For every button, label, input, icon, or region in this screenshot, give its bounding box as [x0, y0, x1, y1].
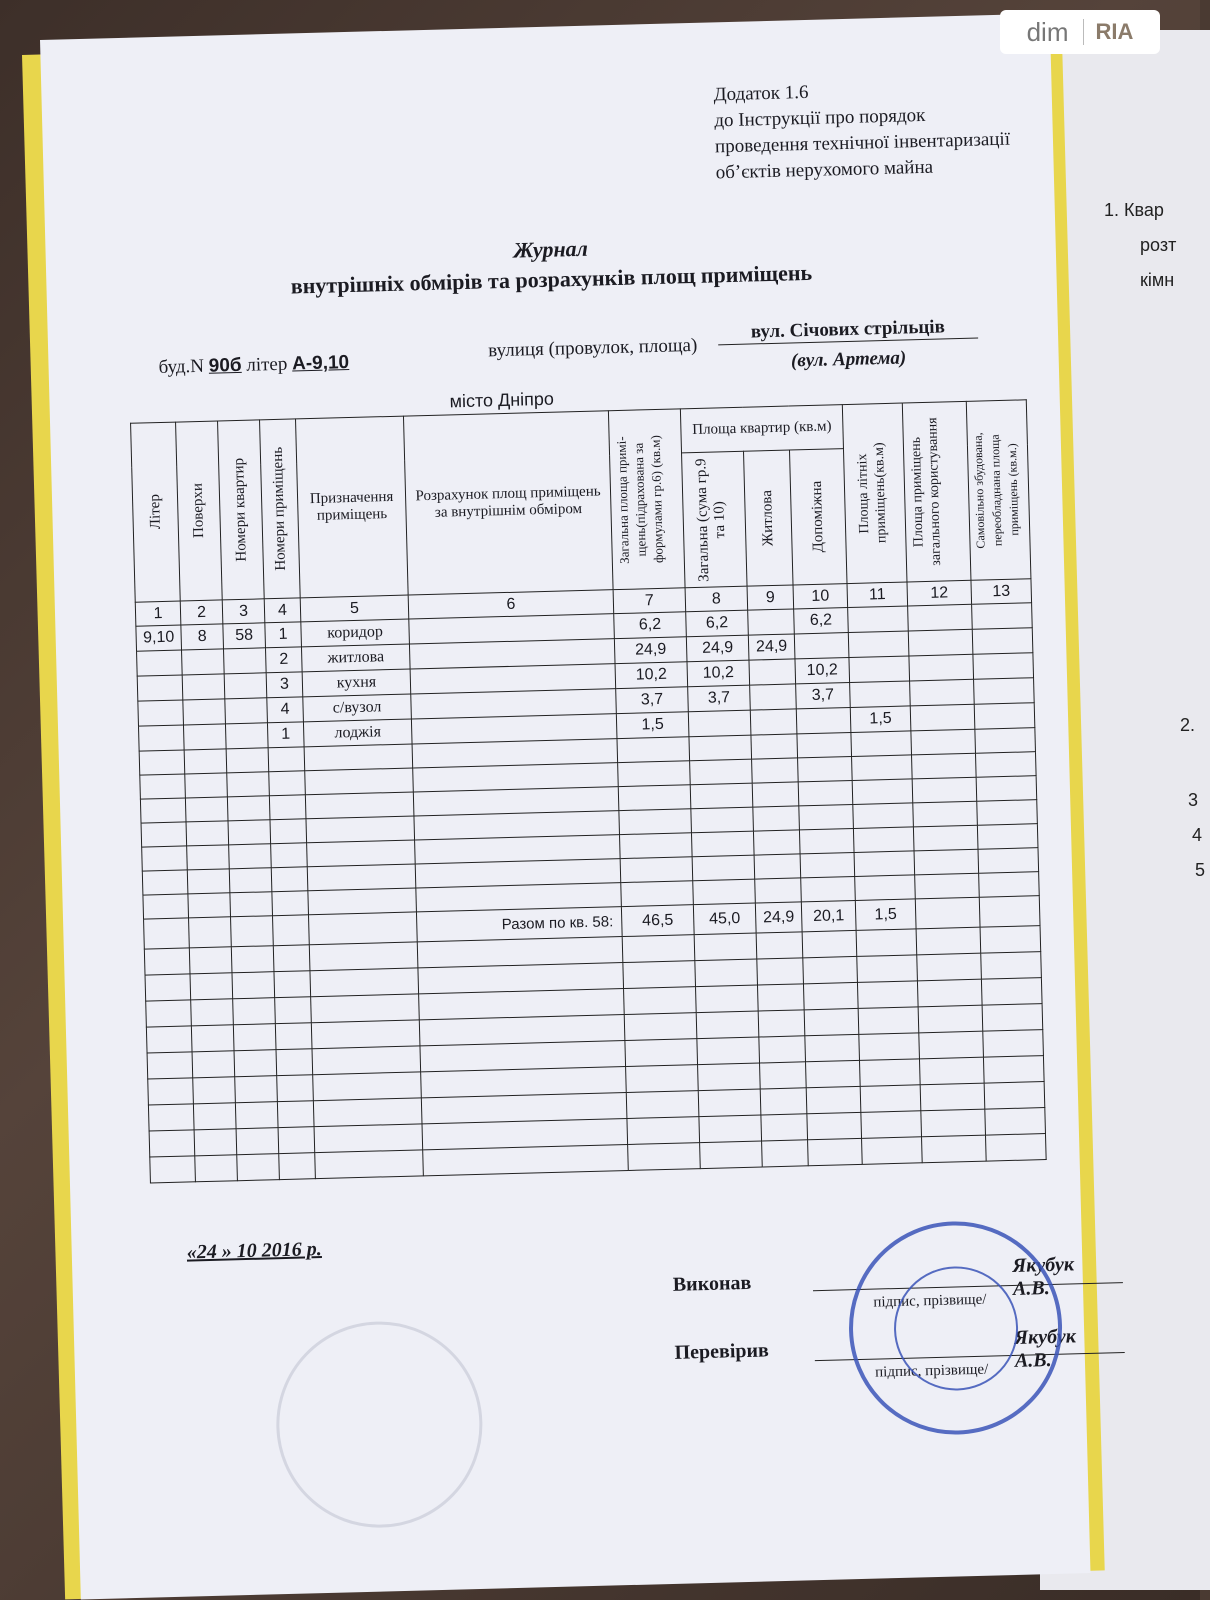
cell-room: 1: [267, 722, 304, 748]
appendix-line-4: об’єктів нерухомого майна: [715, 156, 934, 184]
performed-signature: Якубук А.В.: [1012, 1253, 1075, 1300]
colnum: 9: [747, 585, 794, 610]
letter-value: А-9,10: [291, 352, 350, 375]
col-common-area: Площа приміщень загального користування: [902, 401, 971, 582]
col-unauthorized: Самовільно збудована, переобладнана площа приміщень (кв.м.): [966, 400, 1031, 581]
cell-apt_total: 3,7: [688, 685, 751, 712]
cell-summer: [848, 606, 909, 633]
cell-liter: 9,10: [136, 625, 182, 651]
colnum: 10: [793, 584, 848, 609]
cell-summer: [848, 631, 909, 658]
letter-label: літер: [246, 353, 288, 376]
cell-empty: [908, 604, 973, 631]
col-apartments: Номери квартир: [218, 420, 265, 600]
cell-floor: [182, 674, 225, 700]
cell-room: 2: [265, 647, 302, 673]
colnum: 6: [408, 590, 614, 619]
cell-purpose: житлова: [301, 644, 410, 672]
cell-purpose: с/вузол: [303, 694, 412, 722]
summary-aux: 20,1: [801, 900, 856, 931]
cell-floor: [183, 699, 226, 725]
colnum: 3: [222, 599, 265, 624]
street-label: вулиця (провулок, площа): [488, 334, 698, 362]
cell-floor: [182, 649, 225, 675]
side-text-3: кімн: [1140, 270, 1175, 290]
cell-empty: [972, 628, 1033, 655]
cell-apt: 58: [223, 623, 266, 649]
appendix-line-3: проведення технічної інвентаризації: [714, 128, 1011, 158]
colnum: 1: [135, 601, 181, 626]
cell-liter: [137, 650, 183, 676]
cell-living: [750, 684, 797, 710]
colnum: 2: [180, 600, 223, 625]
street-value: вул. Січових стрільців: [718, 316, 979, 346]
colnum: 4: [264, 598, 301, 623]
cell-aux: [796, 708, 851, 734]
summary-label: Разом по кв. 58:: [416, 907, 622, 942]
cell-total: 1,5: [616, 712, 689, 739]
side-text-4: 2.: [1180, 715, 1196, 735]
cell-apt_total: 10,2: [687, 660, 750, 687]
faded-stamp-icon: [274, 1319, 485, 1530]
appendix-note: [713, 73, 1056, 186]
colnum: 12: [907, 580, 972, 606]
checked-label: Перевірив: [674, 1339, 770, 1364]
performed-label: Виконав: [672, 1271, 752, 1296]
cell-empty: [909, 654, 974, 681]
cell-aux: [794, 633, 849, 659]
document-page: [40, 14, 1090, 1600]
cell-apt: [225, 698, 268, 724]
street-old-name: (вул. Артема): [790, 347, 907, 372]
checked-signature: Якубук А.В.: [1014, 1325, 1077, 1372]
cell-total: 10,2: [615, 662, 688, 689]
journal-subtitle: внутрішніх обмірів та розрахунків площ приміщень: [290, 259, 813, 299]
cell-purpose: лоджія: [303, 719, 412, 747]
cell-purpose: кухня: [302, 669, 411, 697]
summary-summer: 1,5: [855, 899, 916, 931]
cell-empty: [910, 679, 975, 706]
appendix-line-2: до Інструкції про порядок: [714, 104, 926, 132]
cell-apt: [224, 673, 267, 699]
cell-room: 3: [266, 672, 303, 698]
cell-room: 1: [265, 622, 302, 648]
cell-liter: [138, 725, 184, 751]
cell-empty: [974, 703, 1035, 730]
building-label: буд.N: [158, 355, 205, 379]
colnum: 8: [685, 586, 748, 612]
cell-apt: [225, 723, 268, 749]
appendix-line-1: Додаток 1.6: [713, 81, 809, 106]
official-stamp-icon: [846, 1219, 1065, 1438]
cell-floor: [183, 724, 226, 750]
journal-date: «24 » 10 2016 р.: [186, 1238, 323, 1264]
col-group-apartment-area: Площа квартир (кв.м): [680, 405, 843, 453]
cell-total: 24,9: [614, 637, 687, 664]
cell-apt_total: 6,2: [686, 610, 749, 637]
summary-total: 46,5: [621, 905, 694, 937]
cell-liter: [138, 700, 184, 726]
col-floors: Поверхи: [176, 421, 223, 601]
watermark-ria-logo: RIA: [1083, 19, 1134, 45]
cell-purpose: коридор: [301, 619, 410, 647]
col-total-area: Загальна площа примі- щень(підрахована за формулами гр.6) (кв.м): [608, 409, 685, 590]
cell-floor: 8: [181, 624, 224, 650]
col-liter: Літер: [131, 422, 181, 602]
cell-liter: [137, 675, 183, 701]
summary-living: 24,9: [755, 902, 802, 933]
measurements-table: [130, 399, 1047, 1183]
watermark-dim: dim: [1026, 16, 1069, 47]
performed-caption: підпис, прізвище/: [873, 1291, 987, 1311]
cell-apt: [224, 648, 267, 674]
col-summer-area: Площа літніх приміщень(кв.м): [842, 403, 907, 584]
col-rooms: Номери приміщень: [260, 419, 301, 599]
cell-total: 3,7: [616, 687, 689, 714]
cell-apt_total: 24,9: [686, 635, 749, 662]
journal-title: Журнал: [513, 235, 589, 263]
col-auxiliary: Допоміжна: [789, 449, 847, 585]
cell-empty: [972, 603, 1033, 630]
cell-aux: 10,2: [795, 658, 850, 684]
cell-aux: 3,7: [796, 683, 851, 709]
cell-apt_total: [688, 710, 751, 737]
cell-living: [750, 709, 797, 735]
colnum: 7: [613, 588, 686, 614]
cell-living: 24,9: [748, 634, 795, 660]
side-text-5: 3: [1188, 790, 1199, 810]
cell-summer: 1,5: [850, 706, 911, 733]
city: місто Дніпро: [449, 388, 555, 412]
colnum: 13: [971, 579, 1032, 605]
checked-caption: підпис, прізвище/: [874, 1361, 989, 1381]
cell-living: [748, 609, 795, 635]
colnum: 11: [847, 582, 908, 608]
side-text-7: 5: [1195, 860, 1206, 880]
cell-empty: [973, 653, 1034, 680]
cell-summer: [850, 681, 911, 708]
cell-empty: [974, 678, 1035, 705]
cell-total: 6,2: [614, 612, 687, 639]
cell-aux: 6,2: [794, 608, 849, 634]
side-text-2: розт: [1140, 235, 1177, 255]
colnum: 5: [300, 595, 409, 622]
side-text-6: 4: [1192, 825, 1203, 845]
side-text-1: 1. Квар: [1104, 200, 1164, 220]
site-watermark: [1000, 10, 1160, 54]
building-number: 90б: [208, 354, 242, 377]
cell-summer: [849, 656, 910, 683]
summary-apt-total: 45,0: [693, 903, 756, 935]
cell-empty: [910, 704, 975, 731]
cell-empty: [908, 629, 973, 656]
col-apt-total: Загальна (сума гр.9 та 10): [682, 451, 748, 587]
col-purpose: Призначення приміщень: [296, 416, 409, 598]
cell-room: 4: [267, 697, 304, 723]
cell-living: [749, 659, 796, 685]
col-calculation: Розрахунок площ приміщень за внутрішнім обміром: [403, 411, 613, 595]
building-line: [158, 352, 349, 379]
col-living: Житлова: [744, 450, 794, 586]
